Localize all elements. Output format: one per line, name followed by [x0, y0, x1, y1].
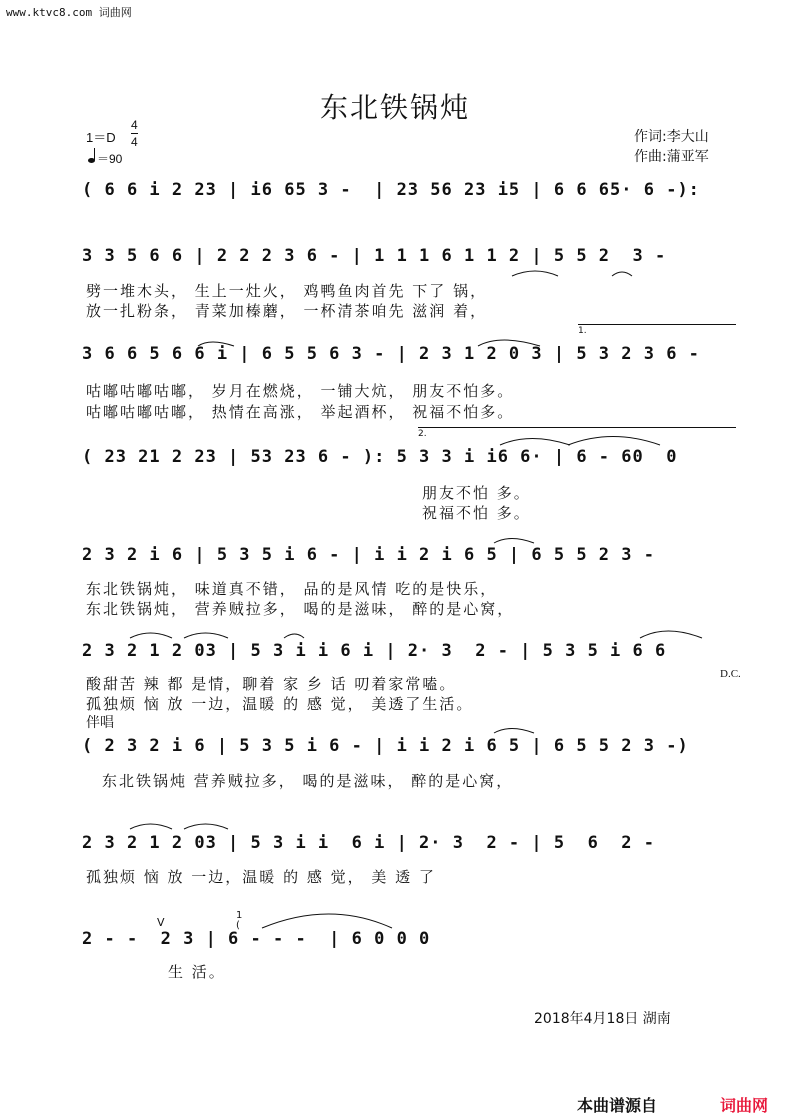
tempo-value: ＝90 [97, 152, 123, 166]
lyric-line: 东北铁锅炖， 营养贼拉多， 喝的是滋味， 醉的是心窝， [86, 600, 515, 618]
lyric-line: 劈一堆木头， 生上一灶火， 鸡鸭鱼肉首先 下了 锅， [86, 282, 488, 300]
lyric-line: 生 活。 [168, 963, 226, 981]
site-url[interactable]: www.ktvc8.com 词曲网 [6, 6, 132, 19]
accompaniment-label: 伴唱 [86, 715, 114, 731]
slur-arc [478, 340, 540, 346]
staff-notes: ( 6 6 i 2 23 | i6 65 3 - | 23 56 23 i5 | 6 6 65· 6 -): [82, 180, 700, 200]
slur-arc [184, 824, 228, 829]
staff-notes: ( 2 3 2 i 6 | 5 3 5 i 6 - | i i 2 i 6 5 | 6 5 5 2 3 -) [82, 736, 689, 756]
coda-marks: 1 ( [236, 910, 243, 931]
volta-2: 2. [418, 429, 427, 439]
lyric-line: 东北铁锅炖， 味道真不错， 品的是风情 吃的是快乐， [86, 580, 498, 598]
staff-notes: 2 3 2 1 2 03 | 5 3 i i 6 i | 2· 3 2 - | 5 3 5 i 6 6 [82, 641, 667, 661]
lyric-line: 放一扎粉条， 青菜加榛蘑， 一杯清茶咱先 滋润 着， [86, 302, 488, 320]
breath-mark: V [157, 916, 165, 929]
slur-arc [284, 634, 304, 638]
slur-arc [494, 539, 534, 544]
slur-arc [494, 729, 534, 734]
lyric-line: 咕嘟咕嘟咕嘟， 热情在高涨， 举起酒杯， 祝福不怕多。 [86, 403, 515, 421]
lyricist: 作词:李大山 [634, 129, 709, 145]
staff-notes: 2 - - 2 3 | 6 - - - | 6 0 0 0 [82, 929, 431, 949]
song-title: 东北铁锅炖 [319, 91, 470, 124]
key-signature: 1＝D [86, 130, 116, 145]
lyric-line: 孤独烦 恼 放 一边，温暖 的 感 觉， 美 透 了 [86, 868, 436, 886]
lyric-line: 咕嘟咕嘟咕嘟， 岁月在燃烧， 一铺大炕， 朋友不怕多。 [86, 382, 515, 400]
lyric-line: 祝福不怕 多。 [422, 504, 531, 522]
site-logo[interactable]: 词曲网 [720, 1096, 769, 1115]
time-signature-bottom: 4 [131, 135, 138, 149]
slur-arc [198, 342, 234, 346]
composer: 作曲:蒲亚军 [634, 149, 709, 165]
source-text: 本曲谱源自 [577, 1096, 658, 1115]
slur-arc [640, 631, 702, 638]
volta-1: 1. [578, 326, 587, 336]
staff-notes: 2 3 2 i 6 | 5 3 5 i 6 - | i i 2 i 6 5 | 6 5 5 2 3 - [82, 545, 655, 565]
slur-arc [612, 272, 632, 276]
slur-arc [568, 437, 660, 446]
lyric-line: 朋友不怕 多。 [422, 484, 531, 502]
slur-arc [130, 633, 172, 638]
slur-arc [500, 439, 570, 446]
slur-arc [262, 914, 392, 928]
time-signature-top: 4 [131, 118, 138, 132]
slur-arc [184, 633, 228, 638]
slur-arc [130, 824, 172, 829]
lyric-line: 东北铁锅炖 营养贼拉多， 喝的是滋味， 醉的是心窝， [102, 772, 514, 790]
staff-notes: 3 3 5 6 6 | 2 2 2 3 6 - | 1 1 1 6 1 1 2 | 5 5 2 3 - [82, 246, 667, 266]
date-location: 2018年4月18日 湖南 [534, 1011, 671, 1027]
staff-notes: 3 6 6 5 6 6 i | 6 5 5 6 3 - | 2 3 1 2 0 3 | 5 3 2 3 6 - [82, 344, 700, 364]
lyric-line: 孤独烦 恼 放 一边，温暖 的 感 觉， 美透了生活。 [86, 695, 474, 713]
lyric-line: 酸甜苦 辣 都 是情，聊着 家 乡 话 叨着家常嗑。 [86, 675, 457, 693]
dc-marker: D.C. [720, 668, 741, 680]
slur-arc [512, 271, 558, 276]
staff-notes: ( 23 21 2 23 | 53 23 6 - ): 5 3 3 i i6 6· | 6 - 60 0 [82, 447, 678, 467]
staff-notes: 2 3 2 1 2 03 | 5 3 i i 6 i | 2· 3 2 - | 5 6 2 - [82, 833, 655, 853]
